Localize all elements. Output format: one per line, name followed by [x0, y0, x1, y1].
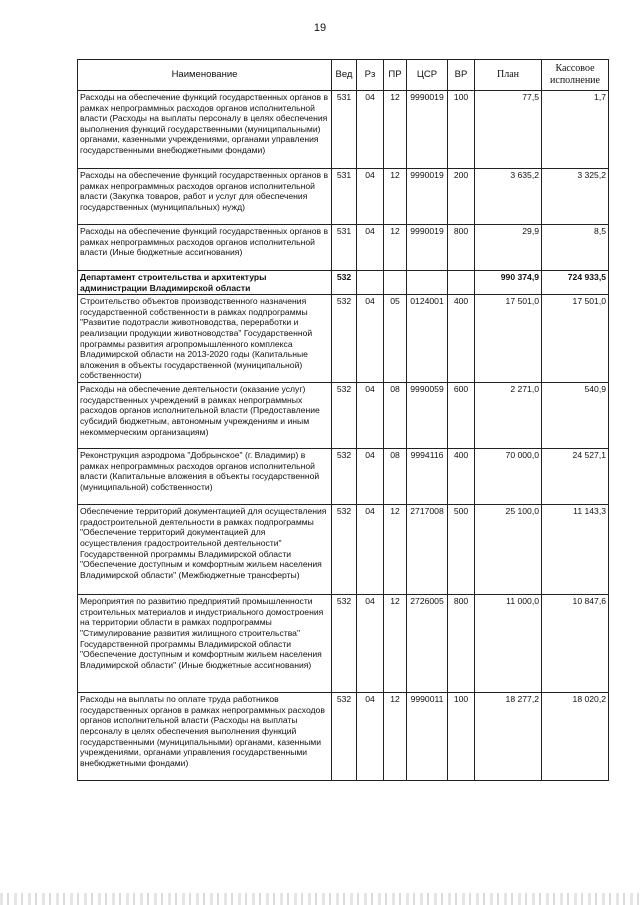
row-pr: 05 — [384, 295, 407, 383]
table-row — [78, 225, 609, 271]
row-rz: 04 — [357, 693, 384, 781]
row-cash: 724 933,5 — [542, 271, 609, 295]
row-ved: 532 — [332, 595, 357, 693]
row-name: Строительство объектов производственного назначения государственной собственности в рамках подпрограммы "Развитие подотрасли животноводства, переработки и реализации продукции животноводства" Государственной программы развития агропромышленного комплекса Владимирской области на 2013-2020 годы (Капитальные вложения в объекты государственной (муниципальной) собственности) — [78, 295, 332, 383]
row-rz: 04 — [357, 225, 384, 271]
header-vr: ВР — [448, 60, 475, 91]
row-vr: 400 — [448, 295, 475, 383]
row-vr: 100 — [448, 91, 475, 169]
scan-edge-artifact — [0, 893, 640, 905]
row-csr: 9990019 — [407, 225, 448, 271]
row-plan: 2 271,0 — [475, 383, 542, 449]
row-cash: 10 847,6 — [542, 595, 609, 693]
row-ved: 531 — [332, 225, 357, 271]
row-name: Департамент строительства и архитектуры администрации Владимирской области — [78, 271, 332, 295]
row-cash: 24 527,1 — [542, 449, 609, 505]
row-plan: 77,5 — [475, 91, 542, 169]
row-name: Расходы на обеспечение функций государственных органов в рамках непрограммных расходов органов исполнительной власти (Закупка товаров, работ и услуг для обеспечения государственных (муниципальных) нужд) — [78, 169, 332, 225]
row-pr — [384, 271, 407, 295]
row-pr: 12 — [384, 693, 407, 781]
row-vr: 600 — [448, 383, 475, 449]
row-ved: 532 — [332, 271, 357, 295]
row-csr: 0124001 — [407, 295, 448, 383]
table-row — [78, 295, 609, 383]
row-vr: 800 — [448, 595, 475, 693]
row-name: Расходы на обеспечение функций государственных органов в рамках непрограммных расходов органов исполнительной власти (Расходы на выплаты персоналу в целях обеспечения выполнения функций государственными (муниципальными) органами, казенными учреждениями, органами управления государственными внебюджетными фондами) — [78, 91, 332, 169]
row-cash: 8,5 — [542, 225, 609, 271]
table-row — [78, 595, 609, 693]
row-name: Расходы на выплаты по оплате труда работников государственных органов в рамках непрограммных расходов органов исполнительной власти (Расходы на выплаты персоналу в целях обеспечения выполнения функций государственными (муниципальными) органами, казенными учреждениями, органами управления государственными внебюджетными фондами) — [78, 693, 332, 781]
table-row-department — [78, 271, 609, 295]
row-rz: 04 — [357, 383, 384, 449]
row-csr: 2726005 — [407, 595, 448, 693]
row-plan: 11 000,0 — [475, 595, 542, 693]
table-row — [78, 505, 609, 595]
row-rz: 04 — [357, 295, 384, 383]
row-csr: 9990019 — [407, 91, 448, 169]
row-vr: 200 — [448, 169, 475, 225]
row-csr: 9990019 — [407, 169, 448, 225]
table-row — [78, 91, 609, 169]
row-ved: 532 — [332, 383, 357, 449]
row-cash: 11 143,3 — [542, 505, 609, 595]
row-vr: 800 — [448, 225, 475, 271]
row-csr — [407, 271, 448, 295]
header-rz: Рз — [357, 60, 384, 91]
row-name: Расходы на обеспечение деятельности (оказание услуг) государственных учреждений в рамках непрограммных расходов органов исполнительной власти (Предоставление субсидий бюджетным, автономным учреждениям и иным некоммерческим организациям) — [78, 383, 332, 449]
row-name: Мероприятия по развитию предприятий промышленности строительных материалов и индустриального домостроения на территории области в рамках подпрограммы "Стимулирование развития жилищного строительства" Государственной программы Владимирской области "Обеспечение доступным и комфортным жильем населения Владимирской области" (Иные бюджетные ассигнования) — [78, 595, 332, 693]
row-name: Реконструкция аэродрома "Добрынское" (г. Владимир) в рамках непрограммных расходов органов исполнительной власти (Капитальные вложения в объекты государственной (муниципальной) собственности) — [78, 449, 332, 505]
header-cash: Кассовое исполнение — [542, 60, 609, 91]
row-rz — [357, 271, 384, 295]
row-ved: 531 — [332, 169, 357, 225]
row-csr: 9994116 — [407, 449, 448, 505]
row-ved: 532 — [332, 295, 357, 383]
row-pr: 12 — [384, 505, 407, 595]
row-pr: 12 — [384, 91, 407, 169]
row-rz: 04 — [357, 169, 384, 225]
row-plan: 25 100,0 — [475, 505, 542, 595]
row-pr: 12 — [384, 169, 407, 225]
row-plan: 18 277,2 — [475, 693, 542, 781]
row-plan: 17 501,0 — [475, 295, 542, 383]
table-row — [78, 383, 609, 449]
row-name: Расходы на обеспечение функций государственных органов в рамках непрограммных расходов органов исполнительной власти (Иные бюджетные ассигнования) — [78, 225, 332, 271]
header-pr: ПР — [384, 60, 407, 91]
row-rz: 04 — [357, 595, 384, 693]
row-pr: 12 — [384, 225, 407, 271]
table-row — [78, 693, 609, 781]
row-csr: 9990059 — [407, 383, 448, 449]
row-ved: 532 — [332, 505, 357, 595]
page-number: 19 — [313, 22, 327, 34]
row-ved: 532 — [332, 449, 357, 505]
row-cash: 18 020,2 — [542, 693, 609, 781]
row-csr: 9990011 — [407, 693, 448, 781]
row-plan: 70 000,0 — [475, 449, 542, 505]
header-plan: План — [475, 60, 542, 91]
row-cash: 540,9 — [542, 383, 609, 449]
row-plan: 29,9 — [475, 225, 542, 271]
table-row — [78, 449, 609, 505]
row-plan: 3 635,2 — [475, 169, 542, 225]
row-csr: 2717008 — [407, 505, 448, 595]
table-header-row — [78, 60, 609, 91]
row-cash: 3 325,2 — [542, 169, 609, 225]
row-vr: 100 — [448, 693, 475, 781]
row-ved: 532 — [332, 693, 357, 781]
table-row — [78, 169, 609, 225]
row-plan: 990 374,9 — [475, 271, 542, 295]
row-cash: 17 501,0 — [542, 295, 609, 383]
row-rz: 04 — [357, 505, 384, 595]
row-pr: 12 — [384, 595, 407, 693]
row-pr: 08 — [384, 383, 407, 449]
row-ved: 531 — [332, 91, 357, 169]
header-csr: ЦСР — [407, 60, 448, 91]
row-rz: 04 — [357, 449, 384, 505]
row-vr: 400 — [448, 449, 475, 505]
header-name: Наименование — [78, 60, 332, 91]
row-name: Обеспечение территорий документацией для осуществления градостроительной деятельности в рамках подпрограммы "Обеспечение территорий документацией для осуществления градостроительной деятельности" Государственной программы Владимирской области "Обеспечение доступным и комфортным жильем населения Владимирской области" (Межбюджетные трансферты) — [78, 505, 332, 595]
header-ved: Вед — [332, 60, 357, 91]
row-vr — [448, 271, 475, 295]
budget-table — [77, 59, 609, 781]
row-rz: 04 — [357, 91, 384, 169]
row-cash: 1,7 — [542, 91, 609, 169]
row-pr: 08 — [384, 449, 407, 505]
row-vr: 500 — [448, 505, 475, 595]
